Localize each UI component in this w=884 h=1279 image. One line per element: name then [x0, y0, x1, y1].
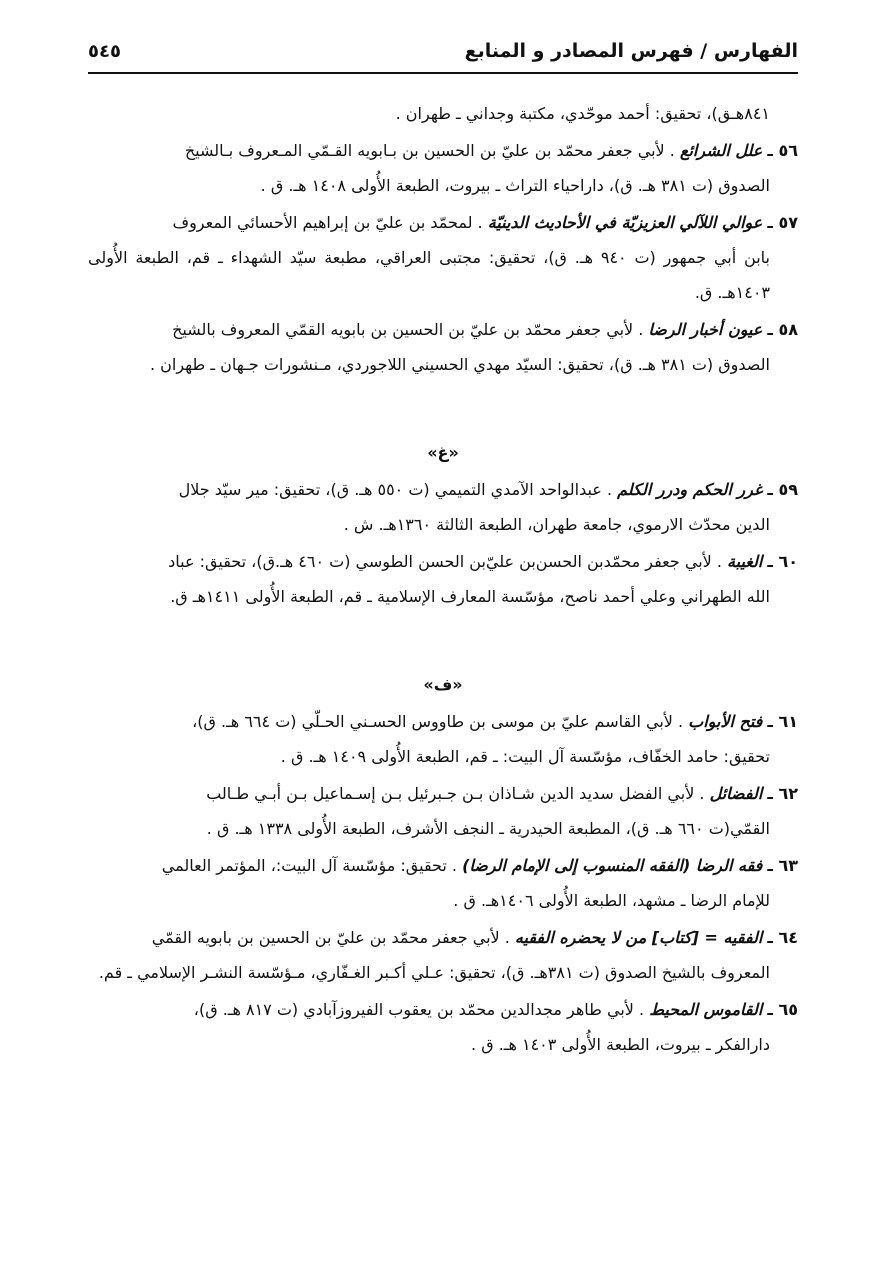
page-header — [88, 30, 798, 74]
entry-number: ٥٦ ـ — [767, 141, 798, 160]
entry-continuation: القمّي(ت ٦٦٠ هـ. ق)، المطبعة الحيدرية ـ النجف الأشرف، الطبعة الأُولى ١٣٣٨ هـ. ق . — [206, 819, 770, 838]
entry-continuation: الصدوق (ت ٣٨١ هـ. ق)، تحقيق: السيّد مهدي الحسيني اللاجوردي، مـنشورات جـهان ـ طهران . — [149, 355, 770, 374]
section-heading-fa: «ف» — [423, 675, 463, 694]
entry-continuation: تحقيق: حامد الخفّاف، مؤسّسة آل البيت: ـ قم، الطبعة الأُولى ١٤٠٩ هـ. ق . — [280, 747, 770, 766]
page-number: ٥٤٥ — [88, 40, 121, 62]
entry-continuation: بابن أبي جمهور (ت ٩٤٠ هـ. ق)، تحقيق: مجتبى العراقي، مطبعة سيّد الشهداء ـ قم، الطبعة الأُولى ١٤٠٣هـ. ق. — [88, 248, 770, 302]
entry-text: . لأبي جعفر محمّد بن عليّ بن الحسين بن بابويه القمّي المعروف بالشيخ — [172, 320, 644, 339]
entry-text: . لأبي جعفر محمّدبن الحسن‌بن عليّ‌بن الحسن الطوسي (ت ٤٦٠ هـ.ق)، تحقيق: عباد — [168, 552, 722, 571]
entry-title: الفقيه = [كتاب] من لا يحضره الفقيه — [514, 928, 763, 947]
entry-title: الفضائل — [709, 784, 763, 803]
entry-continuation: الدين محدّث الارموي، جامعة طهران، الطبعة الثالثة ١٣٦٠هـ. ش . — [343, 515, 770, 534]
bib-entry-57 — [88, 205, 798, 310]
entry-number: ٦٢ ـ — [767, 784, 798, 803]
entry-number: ٦١ ـ — [767, 712, 798, 731]
entry-title: فتح الأبواب — [688, 712, 763, 731]
entry-text: . لأبي جعفر محمّد بن عليّ بن الحسين بن بـابويه القـمّي المـعروف بـالشيخ — [184, 141, 675, 160]
entry-continuation: دارالفكر ـ بيروت، الطبعة الأُولى ١٤٠٣ هـ. ق . — [471, 1035, 770, 1054]
entry-number: ٦٤ ـ — [767, 928, 798, 947]
entry-number: ٦٠ ـ — [767, 552, 798, 571]
bib-entry-60 — [88, 544, 798, 614]
entry-number: ٥٨ ـ — [767, 320, 798, 339]
intro-line: ٨٤١هـق)، تحقيق: أحمد موحّدي، مكتبة وجداني ـ طهران . — [395, 104, 770, 123]
entry-continuation: الصدوق (ت ٣٨١ هـ. ق)، داراحياء التراث ـ بيروت، الطبعة الأُولى ١٤٠٨ هـ. ق . — [260, 176, 770, 195]
entry-number: ٦٣ ـ — [767, 856, 798, 875]
entry-text: . تحقيق: مؤسّسة آل البيت:، المؤتمر العالمي — [161, 856, 457, 875]
entry-title: علل الشرائع — [679, 141, 763, 160]
running-title: الفهارس / فهرس المصادر و المنابع — [464, 40, 798, 62]
entry-number: ٦٥ ـ — [767, 1000, 798, 1019]
section-heading-ghain: «غ» — [427, 443, 459, 462]
entry-title: فقه الرضا (الفقه المنسوب إلى الإمام الرضا) — [462, 856, 763, 875]
entry-title: غرر الحكم ودرر الكلم — [617, 480, 763, 499]
bib-entry-65 — [88, 992, 798, 1062]
page-body — [88, 96, 798, 1064]
bib-entry-56 — [88, 133, 798, 203]
entry-title: عوالي اللآلي العزيزيّة في الأحاديث الدينيّة — [487, 213, 763, 232]
entry-continuation: المعروف بالشيخ الصدوق (ت ٣٨١هـ. ق)، تحقيق: عـلي أكـبر الغـفّاري، مـؤسّسة النشـر الإسلامي ـ قم. — [98, 963, 770, 982]
entry-title: الغيبة — [727, 552, 763, 571]
entry-title: القاموس المحيط — [649, 1000, 763, 1019]
bib-entry-63 — [88, 848, 798, 918]
entry-continuation: الله الطهراني وعلي أحمد ناصح، مؤسّسة المعارف الإسلامية ـ قم، الطبعة الأُولى ١٤١١هـ ق. — [170, 587, 770, 606]
entry-text: . لأبي القاسم عليّ بن موسى بن طاووس الحسـني الحـلّي (ت ٦٦٤ هـ. ق)، — [192, 712, 684, 731]
bib-entry-59 — [88, 472, 798, 542]
entry-number: ٥٧ ـ — [767, 213, 798, 232]
entry-continuation: للإمام الرضا ـ مشهد، الطبعة الأُولى ١٤٠٦هـ. ق . — [453, 891, 770, 910]
entry-text: . عبدالواحد الآمدي التميمي (ت ٥٥٠ هـ. ق)، تحقيق: مير سيّد جلال — [178, 480, 613, 499]
entry-text: . لأبي الفضل سديد الدين شـاذان بـن جـبرئيل بـن إسـماعيل بـن أبـي طـالب — [206, 784, 705, 803]
bib-entry-58 — [88, 312, 798, 382]
entry-title: عيون أخبار الرضا — [648, 320, 763, 339]
bib-entry-64 — [88, 920, 798, 990]
bib-entry-61 — [88, 704, 798, 774]
entry-text: . لمحمّد بن عليّ بن إبراهيم الأحسائي المعروف — [172, 213, 483, 232]
entry-text: . لأبي جعفر محمّد بن عليّ بن الحسين بن بابويه القمّي — [151, 928, 510, 947]
entry-number: ٥٩ ـ — [767, 480, 798, 499]
entry-text: . لأبي طاهر مجدالدين محمّد بن يعقوب الفيروزآبادي (ت ٨١٧ هـ. ق)، — [193, 1000, 645, 1019]
bib-entry-62 — [88, 776, 798, 846]
